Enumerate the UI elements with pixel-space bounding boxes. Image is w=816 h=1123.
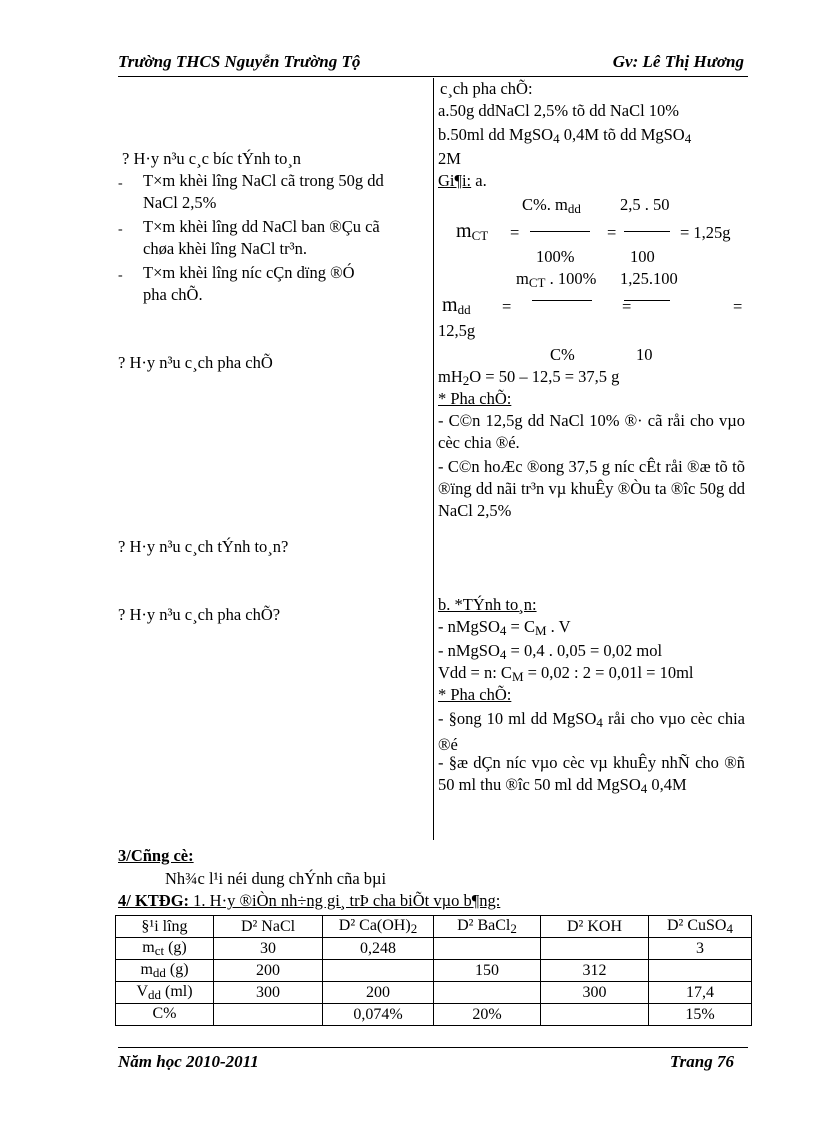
right-intro: c¸ch pha chÕ: (440, 79, 533, 98)
table-header-cell: D² Ca(OH)2 (323, 916, 434, 938)
step-3-line-1: T×m khèi lîng níc cÇn dïng ®Ó (143, 263, 355, 282)
table-cell (214, 1004, 323, 1026)
table-cell (323, 960, 434, 982)
table-cell: 20% (434, 1004, 541, 1026)
step-1-line-1: T×m khèi lîng NaCl cã trong 50g dd (143, 171, 384, 190)
task-b: b.50ml dd MgSO4 0,4M tõ dd MgSO4 (438, 125, 692, 146)
formula-1-denominator: 100% (536, 247, 575, 266)
formula-2-denominator: C% (550, 345, 575, 364)
footer-rule (118, 1047, 748, 1048)
fraction-bar (624, 300, 670, 301)
formula-1-denominator-2: 100 (630, 247, 655, 266)
solution-label: Gi¶i: a. (438, 171, 487, 190)
table-header-row (116, 916, 752, 938)
row-label: C% (116, 1004, 214, 1026)
table-cell: 17,4 (649, 982, 752, 1004)
formula-2-eq: = (502, 297, 512, 316)
exercise-table (115, 915, 752, 1026)
table-cell: 150 (434, 960, 541, 982)
table-cell: 0,074% (323, 1004, 434, 1026)
table-cell (434, 982, 541, 1004)
water-mass: mH2O = 50 – 12,5 = 37,5 g (438, 367, 620, 388)
fraction-bar (532, 300, 592, 301)
column-divider (433, 78, 434, 840)
school-year: Năm học 2010-2011 (118, 1052, 259, 1071)
table-cell: 200 (214, 960, 323, 982)
table-cell (541, 1004, 649, 1026)
table-cell: 312 (541, 960, 649, 982)
mixing-title-b: * Pha chÕ: (438, 685, 512, 704)
fraction-bar (624, 231, 670, 232)
table-cell (541, 938, 649, 960)
school-name: Trường THCS Nguyễn Trường Tộ (118, 52, 361, 71)
question-2: ? H·y n³u c¸ch pha chÕ (118, 353, 273, 372)
table-cell: 0,248 (323, 938, 434, 960)
question-4: ? H·y n³u c¸ch pha chÕ? (118, 605, 281, 624)
table-cell (434, 938, 541, 960)
step-2-line-2: chøa khèi lîng NaCl tr³n. (143, 239, 307, 258)
table-row (116, 1004, 752, 1026)
table-header-cell: D² KOH (541, 916, 649, 938)
teacher-name: Gv: Lê Thị Hương (612, 52, 744, 71)
page-number: Trang 76 (669, 1052, 734, 1071)
table-cell: 3 (649, 938, 752, 960)
row-label: Vdd (ml) (116, 982, 214, 1004)
table-cell (649, 960, 752, 982)
formula-1-lhs: mCT (456, 220, 489, 243)
table-row (116, 982, 752, 1004)
bullet-dash: - (118, 268, 123, 283)
step-2-line-1: T×m khèi lîng dd NaCl ban ®Çu cã (143, 217, 380, 236)
row-label: mdd (g) (116, 960, 214, 982)
formula-1-numerator: C%. mdd (522, 195, 581, 216)
formula-1-numerator-2: 2,5 . 50 (620, 195, 670, 214)
step-1-line-2: NaCl 2,5% (143, 193, 217, 212)
calc-b1: - nMgSO4 = CM . V (438, 617, 571, 638)
calc-b3: Vdd = n: CM = 0,02 : 2 = 0,01l = 10ml (438, 663, 694, 684)
table-cell: 200 (323, 982, 434, 1004)
mixing-title-a: * Pha chÕ: (438, 389, 512, 408)
mixing-step-a1: - C©n 12,5g dd NaCl 10% ®· cã råi cho vµo cèc chia ®é. (438, 411, 745, 452)
section-3-title: 3/Cñng cè: (118, 846, 194, 865)
table-cell: 30 (214, 938, 323, 960)
table-header-cell: D² NaCl (214, 916, 323, 938)
table-header-cell: D² BaCl2 (434, 916, 541, 938)
formula-1-eq: = (510, 223, 520, 242)
table-row (116, 960, 752, 982)
table-cell: 15% (649, 1004, 752, 1026)
formula-2-result: 12,5g (438, 321, 476, 340)
bullet-dash: - (118, 176, 123, 191)
formula-2-numerator: mCT . 100% (516, 269, 597, 290)
task-a: a.50g ddNaCl 2,5% tõ dd NaCl 10% (438, 101, 680, 120)
formula-2-eq3: = (733, 297, 743, 316)
mixing-step-b2: - §æ dÇn níc vµo cèc vµ khuÊy nhÑ cho ®ñ 50 ml thu ®îc 50 ml dd MgSO4 0,4M (438, 753, 745, 796)
formula-2-denominator-2: 10 (636, 345, 653, 364)
bullet-dash: - (118, 222, 123, 237)
table-row (116, 938, 752, 960)
table-header-cell: D² CuSO4 (649, 916, 752, 938)
mixing-step-a2: - C©n hoÆc ®ong 37,5 g níc cÊt råi ®æ tõ tõ ®ïng dd nãi tr³n vµ khuÊy ®Òu ta ®îc 50g dd NaCl 2,5% (438, 457, 745, 520)
formula-1-eq2: = (607, 223, 617, 242)
step-3-line-2: pha chÕ. (143, 285, 203, 304)
section-3-text: Nh¾c l¹i néi dung chÝnh cña bµi (165, 869, 387, 888)
row-label: mct (g) (116, 938, 214, 960)
task-b-cont: 2M (438, 149, 461, 168)
formula-1-result: = 1,25g (680, 223, 731, 242)
section-4-line: 4/ KTĐG: 1. H·y ®iÒn nh÷ng gi¸ trÞ cha biÕt vµo b¶ng: (118, 891, 501, 910)
question-3: ? H·y n³u c¸ch tÝnh to¸n? (118, 537, 289, 556)
table-cell: 300 (541, 982, 649, 1004)
table-header-cell: §¹i lîng (116, 916, 214, 938)
calc-b2: - nMgSO4 = 0,4 . 0,05 = 0,02 mol (438, 641, 663, 662)
formula-2-lhs: mdd (442, 294, 471, 317)
mixing-step-b1: - §ong 10 ml dd MgSO4 råi cho vµo cèc chia ®é (438, 709, 745, 754)
formula-2-eq2: = (622, 297, 632, 316)
header-rule (118, 76, 748, 77)
question-1: ? H·y n³u c¸c bíc tÝnh to¸n (122, 149, 302, 168)
table-cell: 300 (214, 982, 323, 1004)
part-b-title: b. *TÝnh to¸n: (438, 595, 537, 614)
formula-2-numerator-2: 1,25.100 (620, 269, 678, 288)
fraction-bar (530, 231, 590, 232)
